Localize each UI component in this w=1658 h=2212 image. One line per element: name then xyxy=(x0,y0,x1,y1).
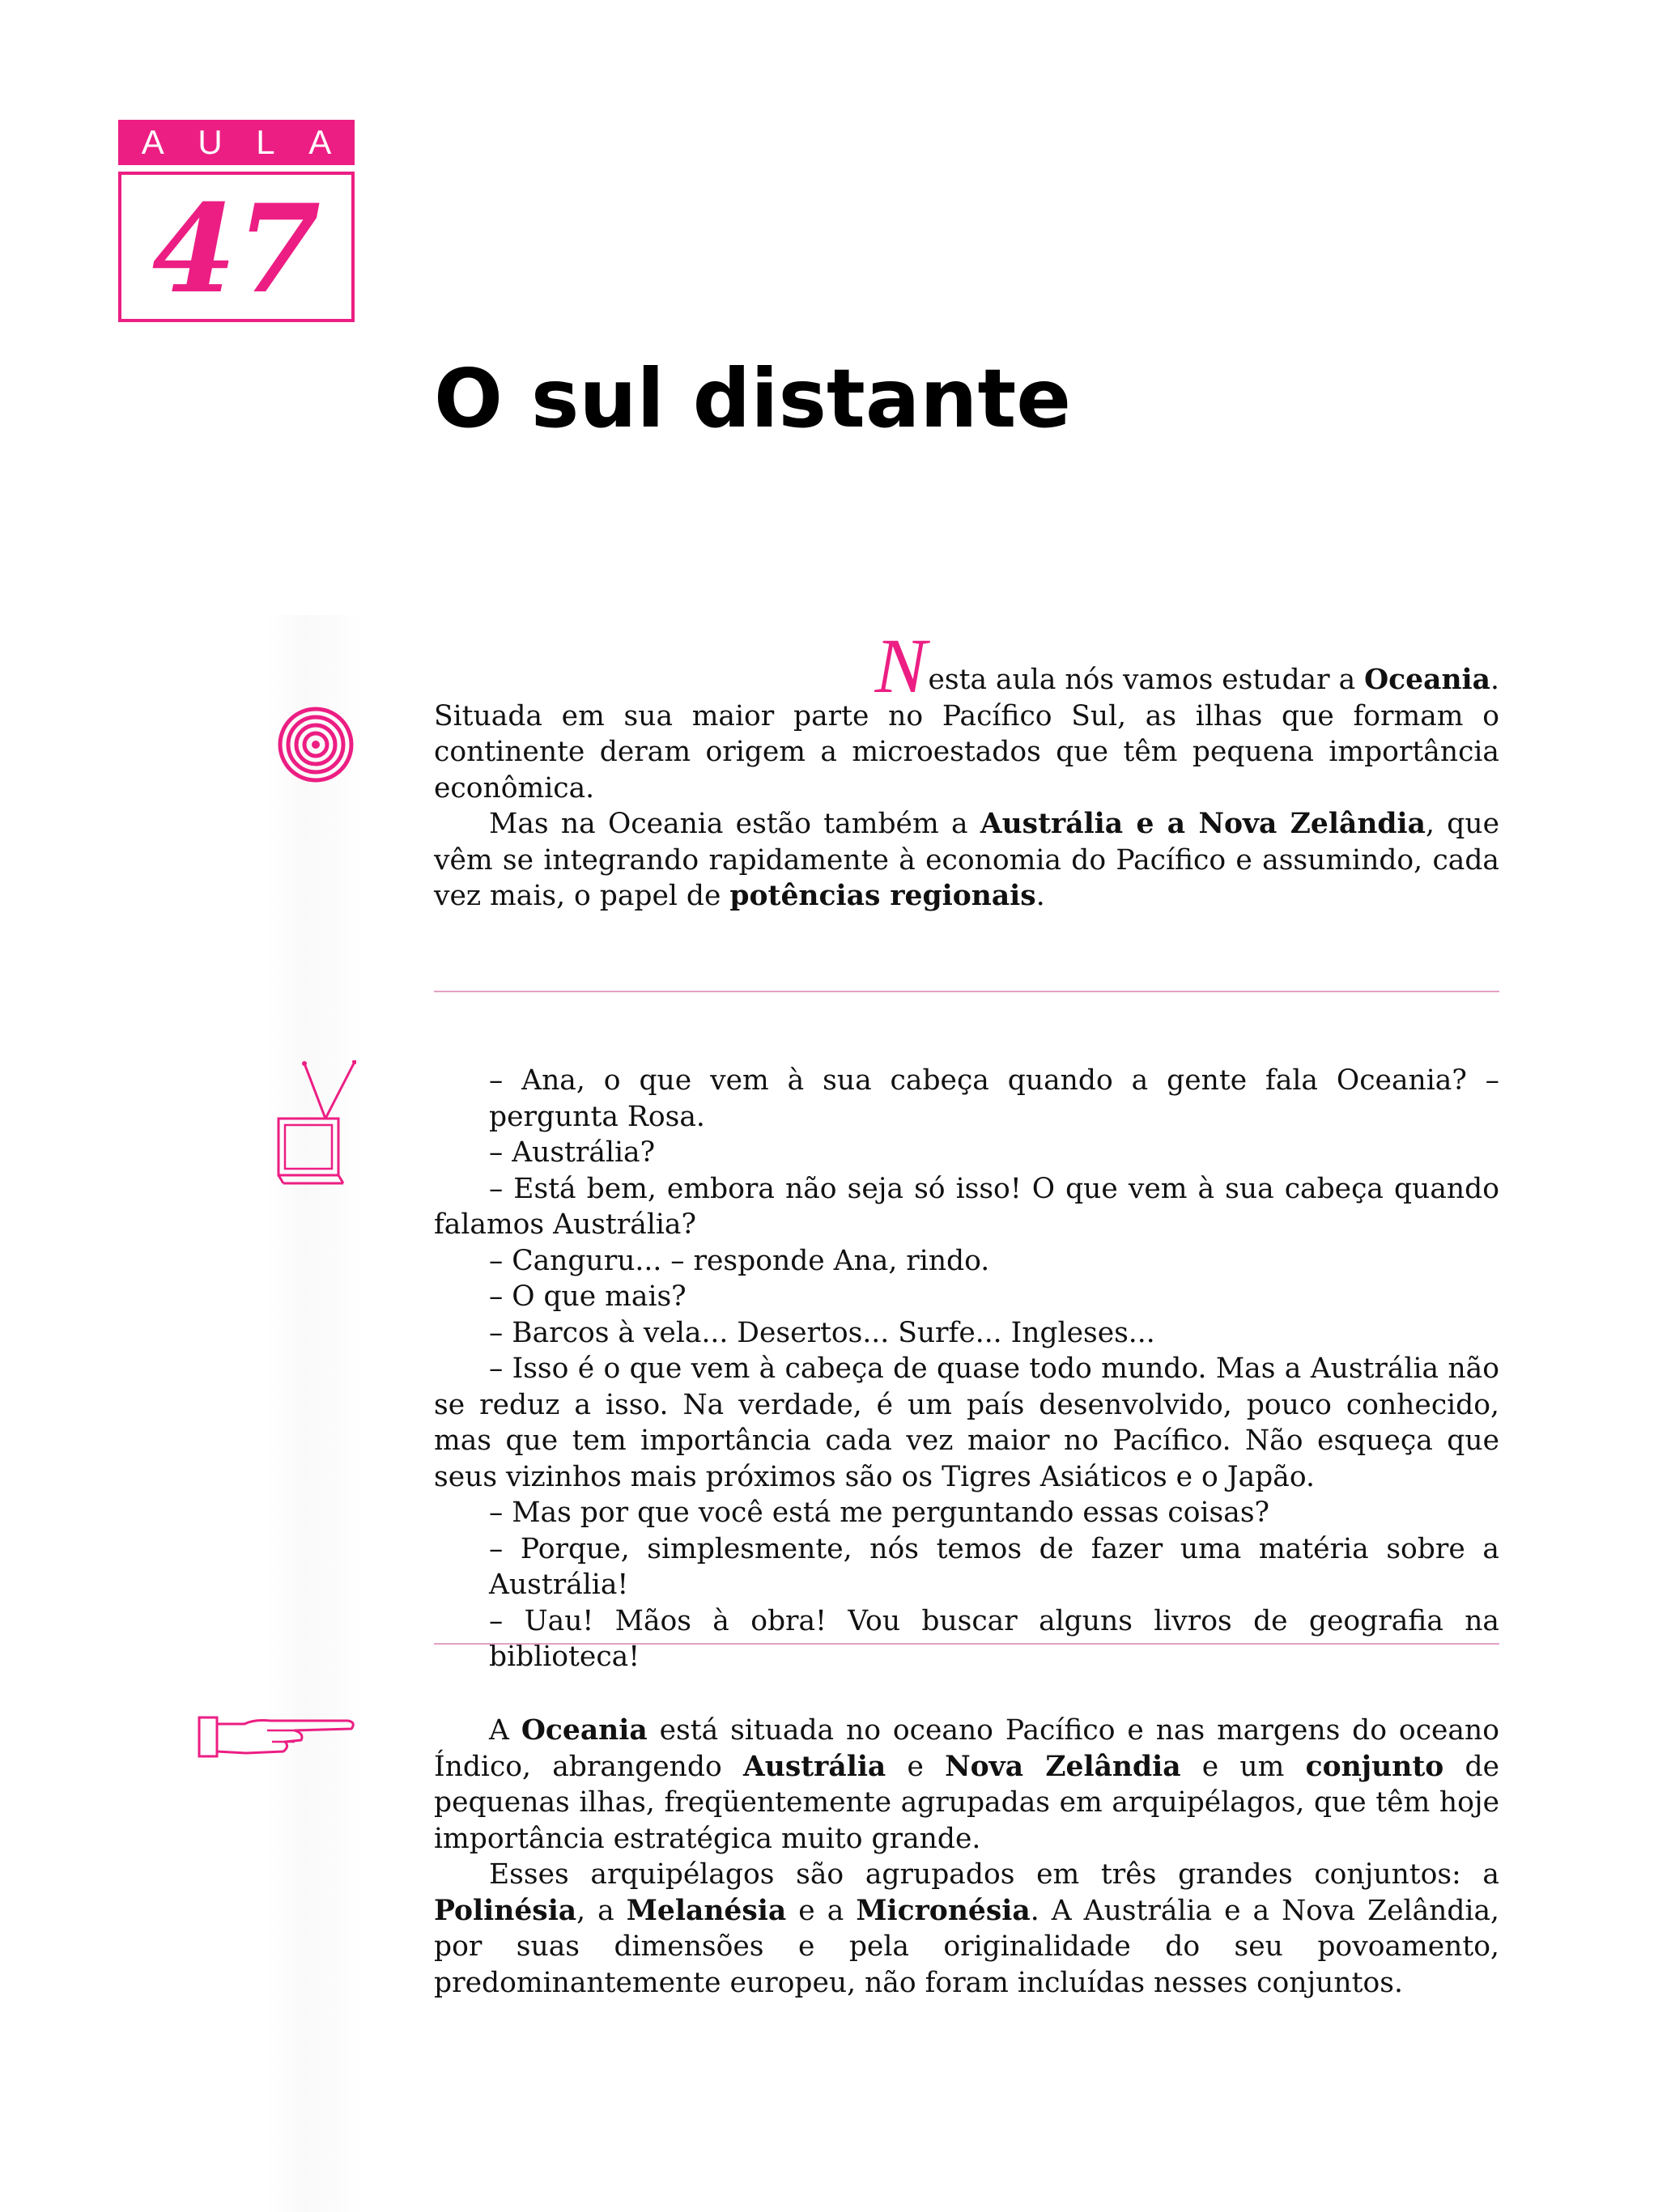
body-paragraph-2 xyxy=(434,1857,1499,2001)
dialogue-line: – Mas por que você está me perguntando essas coisas? xyxy=(489,1497,1270,1529)
dialogue-line: – Isso é o que vem à cabeça de quase todo mundo. Mas a Austrália não se reduz a isso. Na verdade, é um país desenvolvido, pouco conhecido, mas que tem importância cada vez maior no Pacífico. Não esqueça que seus vizinhos mais próximos são os Tigres Asiáticos e o Japão. xyxy=(434,1352,1499,1493)
aula-letter: U xyxy=(198,123,223,161)
body-section xyxy=(434,1713,1499,2001)
aula-letter: L xyxy=(256,123,275,161)
body-text: e um xyxy=(1180,1750,1306,1783)
body-bold: conjunto xyxy=(1305,1750,1444,1783)
section-divider xyxy=(434,1643,1499,1645)
intro-section xyxy=(434,622,1499,915)
dialogue-line: – O que mais? xyxy=(489,1280,687,1313)
body-text: A xyxy=(489,1714,521,1747)
lesson-number: 47 xyxy=(151,178,321,321)
body-bold: Nova Zelândia xyxy=(945,1750,1181,1783)
pointing-hand-icon xyxy=(198,1713,359,1761)
body-bold: Melanésia xyxy=(626,1894,787,1927)
dialogue-line: – Austrália? xyxy=(489,1136,656,1169)
body-text: , a xyxy=(576,1894,627,1927)
intro-bold: Oceania xyxy=(1364,664,1491,696)
body-text: e xyxy=(886,1750,946,1783)
body-text: . A Austrália e a Nova Zelândia, por suas dimensões e pela originalidade do seu povoamento, predominantemente europeu, não foram incluídas nesses conjuntos. xyxy=(434,1894,1500,1999)
body-text: e a xyxy=(786,1894,857,1927)
body-bold: Micronésia xyxy=(856,1894,1031,1927)
dialogue-line: – Porque, simplesmente, nós temos de fazer uma matéria sobre a Austrália! xyxy=(489,1532,1499,1601)
dialogue-line: – Uau! Mãos à obra! Vou buscar alguns livros de geografia na biblioteca! xyxy=(489,1604,1499,1673)
body-paragraph-1 xyxy=(434,1713,1499,1857)
intro-text: esta aula nós vamos estudar a xyxy=(928,664,1365,696)
dialogue-section xyxy=(434,1063,1499,1675)
aula-letter: A xyxy=(308,123,332,161)
dropcap: N xyxy=(874,622,927,709)
dialogue-line: – Barcos à vela... Desertos... Surfe... Ingleses... xyxy=(489,1316,1155,1349)
dialogue-line: – Está bem, embora não seja só isso! O que vem à sua cabeça quando falamos Austrália? xyxy=(434,1172,1499,1241)
intro-lead-line xyxy=(434,622,1499,709)
body-text: de pequenas ilhas, freqüentemente agrupadas em arquipélagos, que têm hoje importância estratégica muito grande. xyxy=(434,1750,1499,1855)
intro-text: Mas na Oceania estão também a xyxy=(489,808,980,840)
lesson-number-box xyxy=(118,172,355,322)
dialogue-line: – Ana, o que vem à sua cabeça quando a gente fala Oceania? – pergunta Rosa. xyxy=(489,1064,1499,1133)
intro-text: , que vêm se integrando rapidamente à economia do Pacífico e assumindo, cada vez mais, o papel de xyxy=(434,808,1499,912)
intro-text: . xyxy=(1035,880,1045,912)
body-bold: Austrália xyxy=(742,1750,886,1783)
page-title: O sul distante xyxy=(434,351,1072,446)
body-bold: Polinésia xyxy=(434,1894,577,1927)
aula-label xyxy=(118,120,355,165)
intro-text: . xyxy=(1490,664,1499,696)
margin-shade xyxy=(267,615,364,2212)
section-divider xyxy=(434,991,1499,992)
target-icon xyxy=(277,706,355,783)
intro-paragraph-2 xyxy=(434,806,1499,915)
body-text: Esses arquipélagos são agrupados em três grandes conjuntos: a xyxy=(489,1858,1499,1891)
aula-letter: A xyxy=(141,123,164,161)
intro-bold: Austrália e a Nova Zelândia xyxy=(980,808,1426,840)
intro-bold: potências regionais xyxy=(729,880,1036,912)
body-text: está situada no oceano Pacífico e nas margens do oceano Índico, abrangendo xyxy=(434,1714,1499,1783)
television-icon xyxy=(275,1060,356,1190)
intro-paragraph: Situada em sua maior parte no Pacífico Sul, as ilhas que formam o continente deram origem a microestados que têm pequena importância econômica. xyxy=(434,699,1499,805)
dialogue-line: – Canguru... – responde Ana, rindo. xyxy=(489,1244,990,1277)
body-bold: Oceania xyxy=(521,1714,648,1747)
